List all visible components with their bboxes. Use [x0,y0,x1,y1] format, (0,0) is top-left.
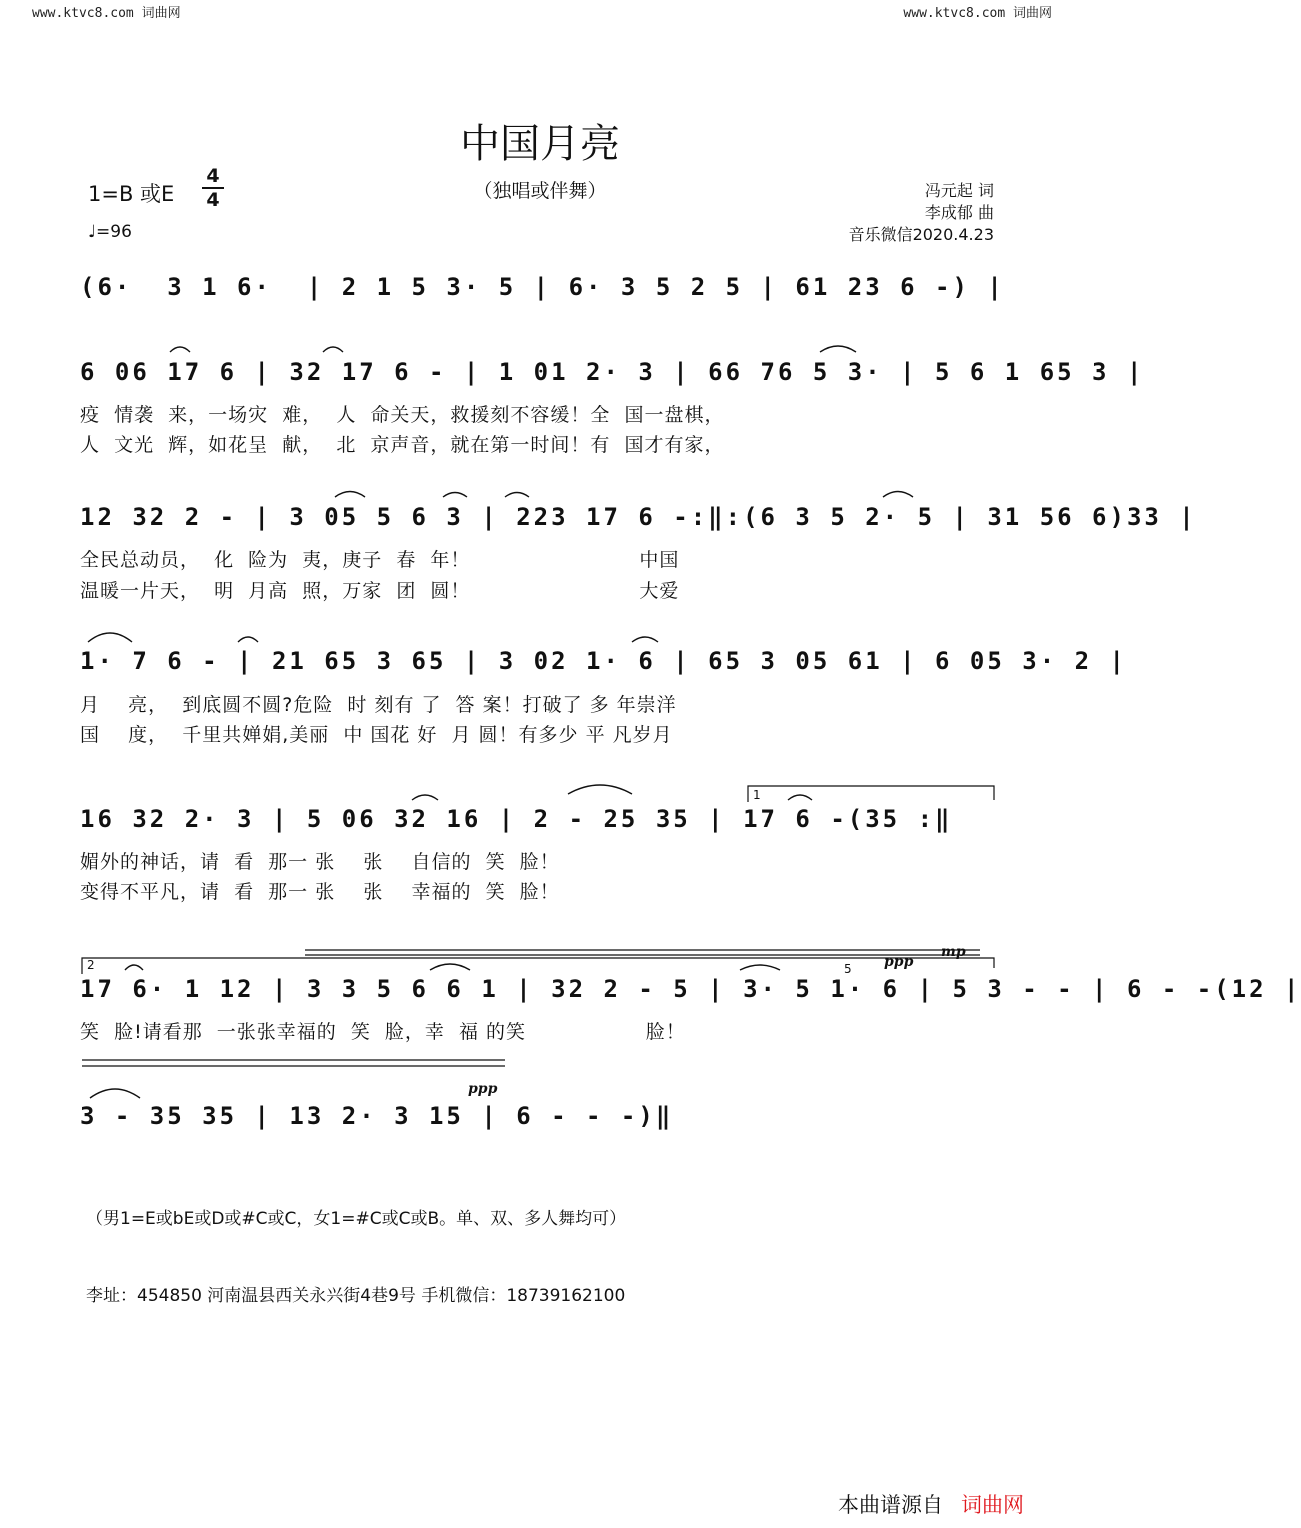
dynamic-ppp-1: ppp [884,954,914,970]
song-subtitle: （独唱或伴舞） [473,180,607,202]
slur [90,1089,140,1098]
footer-source [838,1489,1024,1519]
dynamic-mp: mp [941,944,966,960]
lyrics-line-4-verse-1: 月 亮， 到底圆不圆?危险 时 刻有 了 答 案！打破了 多 年崇洋 [80,694,677,716]
volta-2-bracket [82,958,994,974]
footer-brand[interactable]: 词曲网 [961,1493,1024,1517]
score-line-1: (6· 3 1 6· | 2 1 5 3· 5 | 6· 3 5 2 5 | 61 23 6 -) | [80,273,1005,301]
score-line-7: 3 - 35 35 | 13 2· 3 15 | 6 - - -)‖ [80,1102,674,1130]
slur [505,493,529,498]
score-line-5: 16 32 2· 3 | 5 06 32 16 | 2 - 25 35 | 17 6 -(35 :‖ [80,805,953,833]
song-title: 中国月亮 [460,121,620,167]
time-signature-top: 4 [206,165,220,187]
lyrics-line-2-verse-1: 疫 情袭 来，一场灾 难， 人 命关天，救援刻不容缓！全 国一盘棋， [80,404,725,426]
slur [430,964,470,970]
slur [632,637,658,642]
lyrics-line-5-verse-1: 媚外的神话，请 看 那一 张 张 自信的 笑 脸！ [80,851,560,873]
time-signature-bottom: 4 [206,189,220,211]
dynamic-ppp-2: ppp [468,1081,498,1097]
slur [443,493,467,498]
score-line-6: 17 6· 1 12 | 3 3 5 6 6 1 | 32 2 - 5 | 3· 5 1· 6 | 5 3 - - | 6 - -(12 | [80,975,1301,1003]
composer: 李成郁 曲 [924,203,994,222]
contact-address: 李址：454850 河南温县西关永兴街4巷9号 手机微信：18739162100 [86,1286,626,1306]
performance-note: （男1=E或bE或D或#C或C，女1=#C或C或B。单、双、多人舞均可） [86,1209,627,1229]
volta-2-label: 2 [87,958,95,972]
volta-1-label: 1 [753,788,761,802]
slur [335,492,365,498]
slur [788,795,812,800]
source-date: 音乐微信2020.4.23 [848,225,994,244]
tempo-marking: ♩=96 [88,222,132,242]
site-watermark-right: www.ktvc8.com 词曲网 [903,6,1052,21]
lyrics-line-4-verse-2: 国 度， 千里共婵娟,美丽 中 国花 好 月 圆！有多少 平 凡岁月 [80,724,673,746]
footer-text: 本曲谱源自 [838,1493,943,1517]
segno-number: 5 [844,962,852,976]
score-line-4: 1· 7 6 - | 21 65 3 65 | 3 02 1· 6 | 65 3 05 61 | 6 05 3· 2 | [80,647,1127,675]
score-line-3: 12 32 2 - | 3 05 5 6 3 | 223 17 6 -:‖:(6 3 5 2· 5 | 31 56 6)33 | [80,503,1197,531]
slur [883,492,913,498]
slur [740,965,780,970]
lyrics-line-3-verse-1: 全民总动员， 化 险为 夷，庚子 春 年！ 中国 [80,549,680,571]
lyricist: 冯元起 词 [924,181,994,200]
lyrics-line-3-verse-2: 温暖一片天， 明 月高 照，万家 团 圆！ 大爱 [80,580,680,602]
slur [820,346,856,352]
lyrics-line-6: 笑 脸!请看那 一张张幸福的 笑 脸，幸 福 的笑 脸！ [80,1021,686,1043]
lyrics-line-2-verse-2: 人 文光 辉，如花呈 献， 北 京声音，就在第一时间！有 国才有家， [80,434,725,456]
key-signature: 1=B 或E [88,182,175,206]
slur [238,637,258,642]
volta-1-bracket [748,786,994,802]
lyrics-line-5-verse-2: 变得不平凡，请 看 那一 张 张 幸福的 笑 脸！ [80,881,560,903]
slur [88,633,132,642]
slur [568,785,632,794]
slur [125,965,143,970]
slur [412,795,438,800]
site-watermark-left: www.ktvc8.com 词曲网 [32,6,181,21]
slur [323,347,343,352]
slur [170,347,190,352]
score-line-2: 6 06 17 6 | 32 17 6 - | 1 01 2· 3 | 66 76 5 3· | 5 6 1 65 3 | [80,358,1145,386]
